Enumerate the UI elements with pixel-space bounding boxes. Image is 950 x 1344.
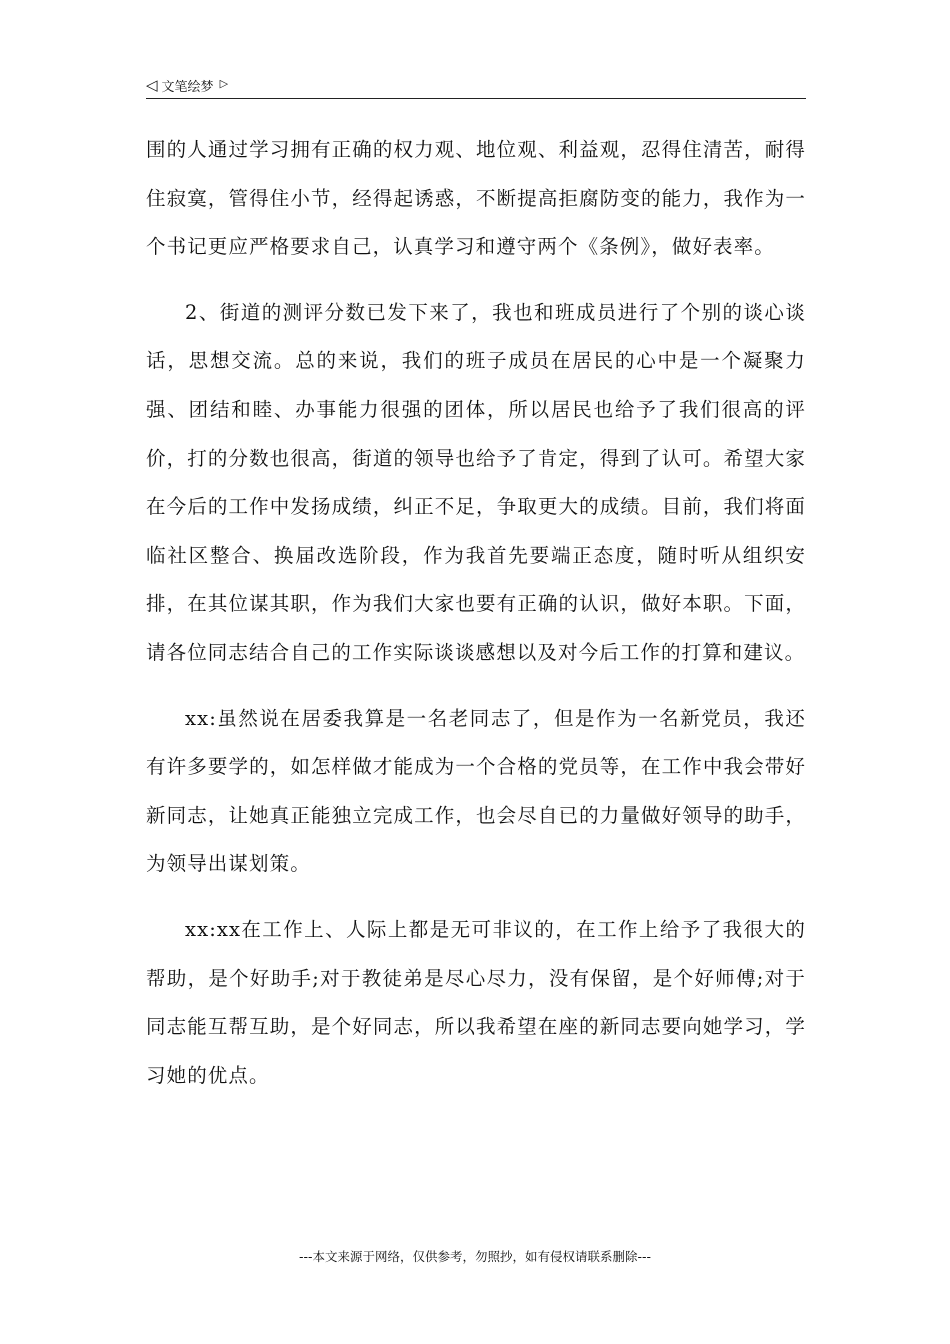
paragraph-2: 2、街道的测评分数已发下来了，我也和班成员进行了个别的谈心谈话，思想交流。总的来说，我们的班子成员在居民的心中是一个凝聚力强、团结和睦、办事能力很强的团体，所以居民也给予了我们很高的评价，打的分数也很高，街道的领导也给予了肯定，得到了认可。希望大家在今后的工作中发扬成绩，纠正不足，争取更大的成绩。目前，我们将面临社区整合、换届改选阶段，作为我首先要端正态度，随时听从组织安排，在其位谋其职，作为我们大家也要有正确的认识，做好本职。下面，请各位同志结合自己的工作实际谈谈感想以及对今后工作的打算和建议。 bbox=[146, 300, 806, 664]
page-footer: ---本文来源于网络，仅供参考，勿照抄，如有侵权请联系删除--- bbox=[298, 1249, 652, 1264]
page-header bbox=[146, 72, 806, 98]
triangle-left-icon: ◁ bbox=[146, 76, 158, 94]
paragraph-1: 围的人通过学习拥有正确的权力观、地位观、利益观，忍得住清苦，耐得住寂寞，管得住小节，经得起诱惑，不断提高拒腐防变的能力，我作为一个书记更应严格要求自己，认真学习和遵守两个《条例》，做好表率。 bbox=[146, 138, 806, 259]
paragraph-3: xx:虽然说在居委我算是一名老同志了，但是作为一名新党员，我还有许多要学的，如怎样做才能成为一个合格的党员等，在工作中我会带好新同志，让她真正能独立完成工作，也会尽自已的力量做好领导的助手，为领导出谋划策。 bbox=[146, 706, 806, 876]
header-title: 文笔绘梦 bbox=[161, 79, 214, 95]
document-body bbox=[146, 126, 806, 1100]
header-divider bbox=[146, 98, 806, 99]
paragraph-4: xx:xx在工作上、人际上都是无可非议的，在工作上给予了我很大的帮助，是个好助手;对于教徒弟是尽心尽力，没有保留，是个好师傅;对于同志能互帮互助，是个好同志，所以我希望在座的新同志要向她学习，学习她的优点。 bbox=[146, 917, 806, 1087]
triangle-right-icon: ▷ bbox=[219, 76, 229, 90]
